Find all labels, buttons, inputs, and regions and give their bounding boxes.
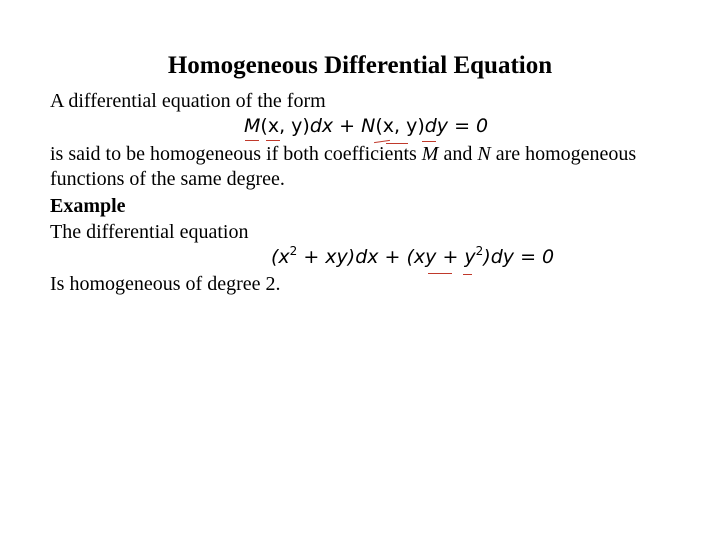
annotation-mark [463, 274, 472, 275]
ex-part1: (x [271, 246, 290, 268]
definition-N: N [477, 143, 491, 165]
form-equation [244, 114, 488, 138]
eq-dx: dx + [309, 115, 362, 137]
annotation-mark [428, 273, 452, 274]
example-heading: Example [50, 195, 126, 217]
annotation-mark [266, 140, 280, 141]
ex-part3: )dy = 0 [483, 246, 555, 268]
conclusion-text: Is homogeneous of degree 2. [50, 273, 281, 295]
slide-title: Homogeneous Differential Equation [167, 52, 553, 79]
definition-and: and [438, 143, 478, 165]
eq-args2: (x, y) [375, 115, 425, 137]
definition-text-b: are homogeneous [490, 143, 637, 165]
eq-M: M [244, 115, 261, 137]
example-intro: The differential equation [50, 221, 249, 243]
definition-M: M [421, 143, 439, 165]
definition-line-2: functions of the same degree. [50, 168, 285, 190]
definition-text-a: is said to be homogeneous if both coefficients [50, 143, 422, 165]
example-equation [271, 245, 554, 269]
intro-text: A differential equation of the form [50, 90, 326, 112]
eq-N: N [361, 115, 376, 137]
ex-exp1: 2 [289, 244, 298, 258]
annotation-mark [245, 140, 259, 141]
ex-part2: + xy)dx + (xy + y [297, 246, 476, 268]
definition-line-1 [50, 142, 636, 166]
eq-args1: (x, y) [260, 115, 310, 137]
ex-exp2: 2 [475, 244, 484, 258]
eq-dy: dy = 0 [424, 115, 489, 137]
